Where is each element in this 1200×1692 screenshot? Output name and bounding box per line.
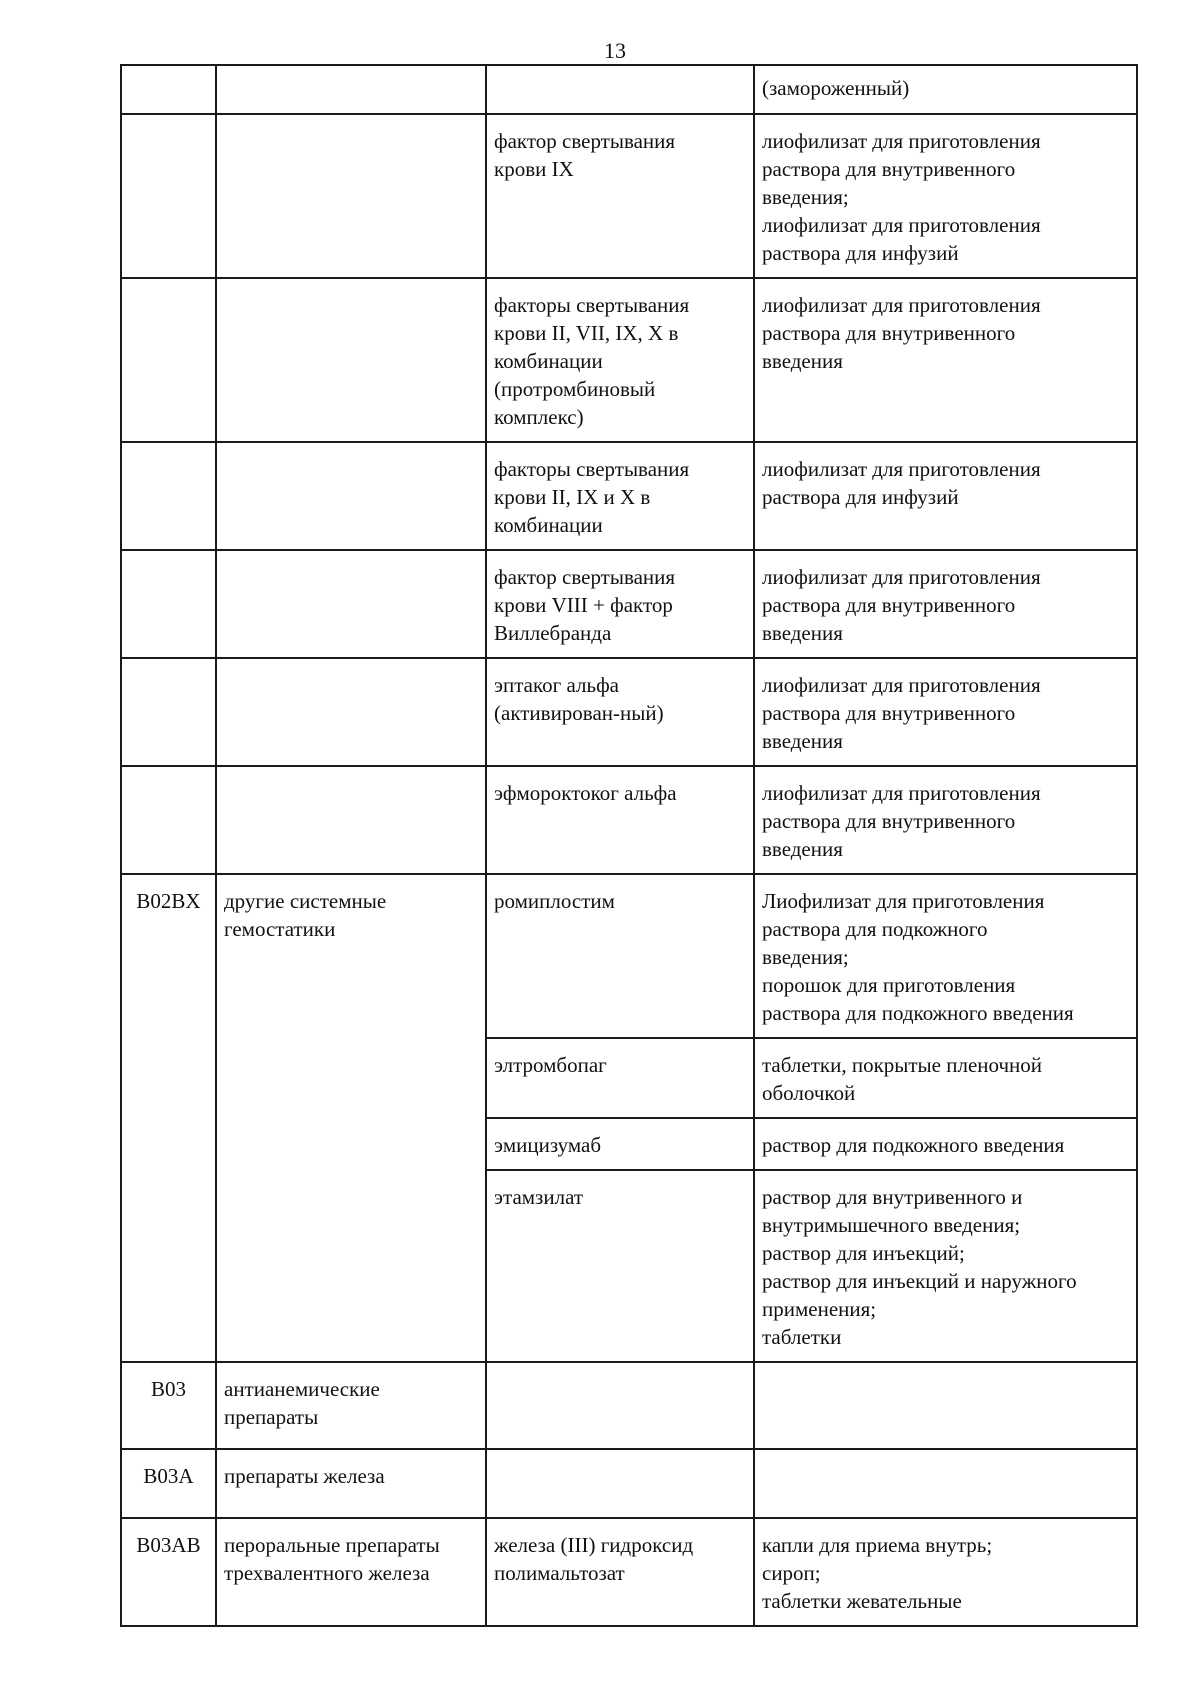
table-row: [121, 114, 1137, 278]
substance-cell: фактор свертывания крови IX: [486, 114, 754, 278]
atc-code-cell: B02BX: [121, 874, 216, 1362]
table-row: [121, 658, 1137, 766]
substance-cell: эмицизумаб: [486, 1118, 754, 1170]
dosage-form-cell: капли для приема внутрь; сироп; таблетки жевательные: [754, 1518, 1137, 1626]
dosage-form-cell: лиофилизат для приготовления раствора для внутривенного введения: [754, 658, 1137, 766]
atc-code-cell: [121, 442, 216, 550]
substance-cell: эптаког альфа (активирован-ный): [486, 658, 754, 766]
atc-code-cell: [121, 278, 216, 442]
dosage-form-cell: лиофилизат для приготовления раствора для внутривенного введения: [754, 278, 1137, 442]
dosage-form-cell: раствор для внутривенного и внутримышечного введения; раствор для инъекций; раствор для инъекций и наружного применения; таблетки: [754, 1170, 1137, 1362]
table-row: [121, 1362, 1137, 1449]
group-cell: препараты железа: [216, 1449, 486, 1518]
group-cell: [216, 658, 486, 766]
substance-cell: [486, 1449, 754, 1518]
group-cell: пероральные препараты трехвалентного железа: [216, 1518, 486, 1626]
atc-code-cell: [121, 658, 216, 766]
substance-cell: этамзилат: [486, 1170, 754, 1362]
atc-code-cell: B03: [121, 1362, 216, 1449]
substance-cell: фактор свертывания крови VIII + фактор Виллебранда: [486, 550, 754, 658]
table-row: [121, 278, 1137, 442]
dosage-form-cell: Лиофилизат для приготовления раствора для подкожного введения; порошок для приготовления раствора для подкожного введения: [754, 874, 1137, 1038]
group-cell: [216, 550, 486, 658]
dosage-form-cell: лиофилизат для приготовления раствора для инфузий: [754, 442, 1137, 550]
table-row: [121, 1518, 1137, 1626]
group-cell: [216, 442, 486, 550]
group-cell: [216, 278, 486, 442]
substance-cell: эфмороктоког альфа: [486, 766, 754, 874]
atc-code-cell: [121, 65, 216, 114]
page-number: 13: [604, 38, 626, 63]
table-row: [121, 65, 1137, 114]
table-row: [121, 766, 1137, 874]
group-cell: антианемические препараты: [216, 1362, 486, 1449]
group-cell: другие системные гемостатики: [216, 874, 486, 1362]
table-row: [121, 1449, 1137, 1518]
atc-code-cell: [121, 114, 216, 278]
atc-code-cell: [121, 550, 216, 658]
dosage-form-cell: таблетки, покрытые пленочной оболочкой: [754, 1038, 1137, 1118]
table-row: [121, 874, 1137, 1038]
substance-cell: железа (III) гидроксид полимальтозат: [486, 1518, 754, 1626]
substance-cell: ромиплостим: [486, 874, 754, 1038]
substance-cell: факторы свертывания крови II, IX и X в комбинации: [486, 442, 754, 550]
dosage-form-cell: раствор для подкожного введения: [754, 1118, 1137, 1170]
substance-cell: элтромбопаг: [486, 1038, 754, 1118]
substance-cell: [486, 65, 754, 114]
group-cell: [216, 114, 486, 278]
table-row: [121, 550, 1137, 658]
group-cell: [216, 65, 486, 114]
dosage-form-cell: (замороженный): [754, 65, 1137, 114]
group-cell: [216, 766, 486, 874]
atc-code-cell: B03AB: [121, 1518, 216, 1626]
atc-code-cell: B03A: [121, 1449, 216, 1518]
medication-table: [120, 64, 1138, 1627]
dosage-form-cell: лиофилизат для приготовления раствора для внутривенного введения: [754, 766, 1137, 874]
atc-code-cell: [121, 766, 216, 874]
dosage-form-cell: [754, 1362, 1137, 1449]
dosage-form-cell: лиофилизат для приготовления раствора для внутривенного введения; лиофилизат для приготовления раствора для инфузий: [754, 114, 1137, 278]
dosage-form-cell: лиофилизат для приготовления раствора для внутривенного введения: [754, 550, 1137, 658]
substance-cell: [486, 1362, 754, 1449]
dosage-form-cell: [754, 1449, 1137, 1518]
table-row: [121, 442, 1137, 550]
substance-cell: факторы свертывания крови II, VII, IX, X в комбинации (протромбиновый комплекс): [486, 278, 754, 442]
